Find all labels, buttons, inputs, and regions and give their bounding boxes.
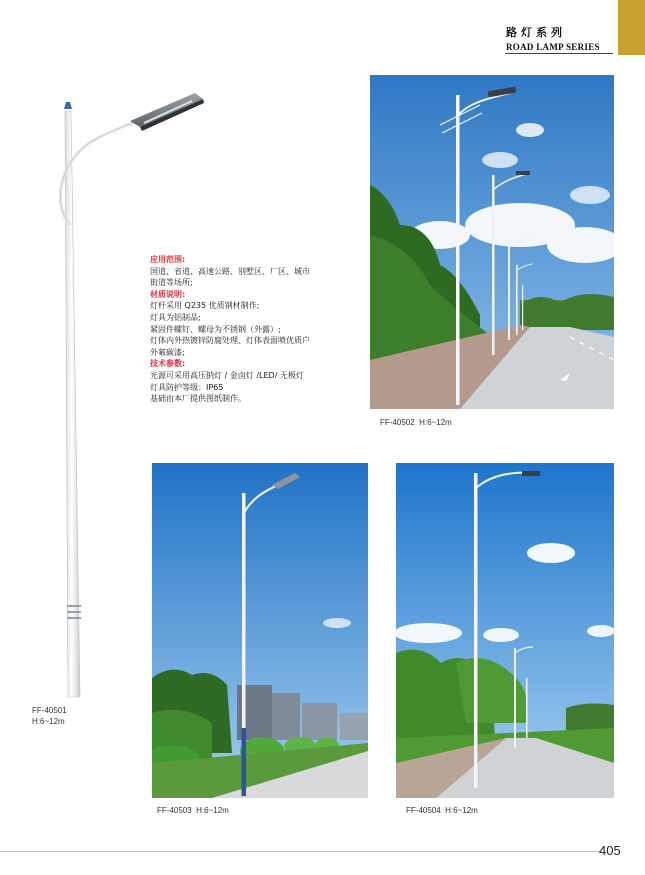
tech-heading: 技术参数: xyxy=(150,359,186,369)
material-line: 灯体内外热镀锌防腐处理、灯体表面喷优质户 xyxy=(150,336,310,346)
height-range: H:6~12m xyxy=(445,806,478,815)
product-photo-ff-40502 xyxy=(370,75,614,409)
caption-ff-40504 xyxy=(406,805,478,816)
model-number: FF-40504 xyxy=(406,806,441,815)
material-line: 紧固件螺钉、螺母为不锈钢（外露）; xyxy=(150,324,281,334)
caption-ff-40503 xyxy=(157,805,229,816)
product-photo-ff-40504 xyxy=(396,463,614,798)
product-photo-ff-40503 xyxy=(152,463,368,798)
application-line: 街道等场所; xyxy=(150,278,193,288)
model-number: FF-40501 xyxy=(32,706,67,715)
series-title-cn: 路灯系列 xyxy=(506,26,566,39)
header-divider xyxy=(505,53,613,54)
material-line: 灯杆采用 Q235 优质钢材制作; xyxy=(150,301,260,311)
material-line: 外氟碳漆; xyxy=(150,347,185,357)
tech-line: 基础由本厂提供图纸制作。 xyxy=(150,394,246,404)
page-number: 405 xyxy=(599,843,621,858)
specification-text xyxy=(150,254,375,405)
application-heading: 应用范围: xyxy=(150,255,186,264)
caption-ff-40502 xyxy=(380,417,452,428)
height-range: H:6~12m xyxy=(196,806,229,815)
corner-accent-tab xyxy=(618,0,645,55)
footer-rule xyxy=(0,851,600,852)
material-line: 灯具为铝制品; xyxy=(150,312,201,322)
material-heading: 材质说明: xyxy=(150,289,186,299)
height-range: H:6~12m xyxy=(32,717,65,726)
height-range: H:6~12m xyxy=(419,418,452,427)
tech-line: 光源可采用高压钠灯 / 金卤灯 /LED/ 无极灯 xyxy=(150,370,304,380)
tech-line: 灯具防护等级：IP65 xyxy=(150,382,224,392)
model-number: FF-40502 xyxy=(380,418,415,427)
model-number: FF-40503 xyxy=(157,806,192,815)
series-title-en: ROAD LAMP SERIES xyxy=(506,42,600,52)
caption-ff-40501 xyxy=(32,705,67,727)
application-line: 国道、省道、高速公路、别墅区、厂区、城市 xyxy=(150,266,310,276)
